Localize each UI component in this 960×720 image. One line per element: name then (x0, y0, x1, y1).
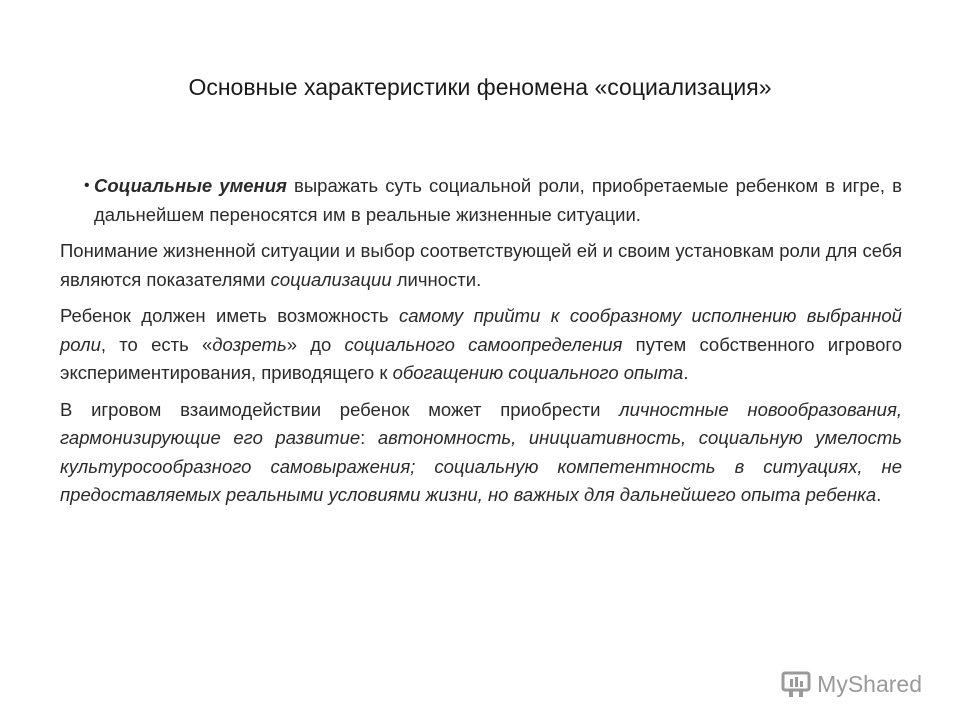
p3-italic-1: личностные новообразования, гармонизирующие его развитие (60, 398, 902, 448)
paragraph-2 (60, 302, 902, 388)
p2-text-1: Ребенок должен иметь возможность (60, 305, 399, 326)
paragraph-1 (60, 237, 902, 294)
p3-text-1: В игровом взаимодействии ребенок может приобрести (60, 398, 620, 420)
p1-text-1: Понимание жизненной ситуации и выбор соответствующей ей и своим установкам роли для себя являются показателями (60, 240, 902, 290)
p3-text-3: . (876, 484, 882, 505)
p2-text-2: , то есть « (100, 333, 213, 355)
p2-italic-3: социального самоопределения (344, 333, 623, 355)
bullet-dot-icon: • (84, 177, 90, 194)
watermark (781, 670, 922, 698)
p3-italic-2: автономность, инициативность, социальную умелость культуросообразного самовыражения; социальную компетентность в ситуациях, не предоставляемых реальными условиями жизни, но важных для дальнейшего опыта ребенка (60, 427, 903, 505)
p2-text-5: . (683, 362, 689, 383)
paragraph-3 (60, 396, 902, 510)
p2-text-3: » до (286, 333, 345, 355)
p2-italic-4: обогащению социального опыта (392, 362, 684, 383)
bullet-text: выражать суть социальной роли, приобретаемые ребенком в игре, в дальнейшем переносятся им в реальные жизненные ситуации. (94, 175, 902, 225)
bullet-bold-lead: Социальные умения (94, 175, 287, 196)
p1-text-2: личности. (391, 268, 482, 290)
watermark-text: MyShared (817, 670, 922, 697)
p3-text-2: : (360, 427, 378, 448)
p2-text-4: путем собственного игрового экспериментирования, приводящего к (60, 333, 903, 383)
bullet-item (60, 172, 902, 229)
slide-body (60, 172, 902, 518)
p2-italic-1: самому прийти к сообразному исполнению выбранной роли (60, 305, 902, 355)
p2-italic-2: дозреть (212, 333, 287, 355)
p1-italic-1: социализации (270, 268, 392, 290)
slide-title: Основные характеристики феномена «социализация» (188, 74, 772, 100)
myshared-logo-icon (781, 670, 811, 698)
